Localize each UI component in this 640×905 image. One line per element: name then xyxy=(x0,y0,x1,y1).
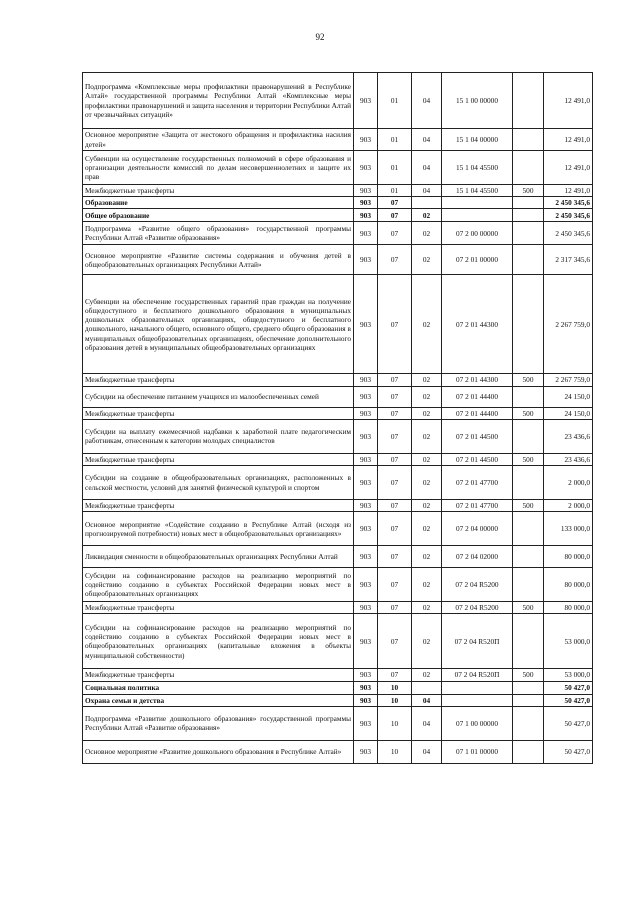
row-subsection: 02 xyxy=(412,453,442,465)
row-subsection: 02 xyxy=(412,222,442,245)
table-row xyxy=(83,740,593,763)
row-grbs: 903 xyxy=(354,129,378,151)
row-section: 07 xyxy=(378,500,412,512)
row-name: Межбюджетные трансферты xyxy=(83,453,354,465)
row-grbs: 903 xyxy=(354,374,378,386)
row-subsection xyxy=(412,197,442,209)
row-name: Социальная политика xyxy=(83,681,354,694)
row-expense-type xyxy=(513,209,544,222)
row-grbs: 903 xyxy=(354,209,378,222)
row-section: 07 xyxy=(378,209,412,222)
row-name: Субсидии на софинансирование расходов на реализацию мероприятий по содействию созданию в субъектах Российской Федерации новых мест в общеобразовательных организациях xyxy=(83,568,354,602)
row-subsection: 04 xyxy=(412,694,442,706)
row-name: Подпрограмма «Комплексные меры профилактики правонарушений в Республике Алтай» государственной программы Республики Алтай «Комплексные меры профилактики правонарушений и защита населения и территории Республики Алтай от чрезвычайных ситуаций» xyxy=(83,73,354,129)
row-name: Общее образование xyxy=(83,209,354,222)
row-subsection: 04 xyxy=(412,129,442,151)
row-subsection: 02 xyxy=(412,209,442,222)
row-amount: 23 436,6 xyxy=(544,419,593,453)
row-target-article: 07 2 04 00000 xyxy=(442,512,513,546)
row-amount: 80 000,0 xyxy=(544,602,593,614)
row-name: Основное мероприятие «Развитие системы содержания и обучения детей в общеобразовательных организациях Республики Алтай» xyxy=(83,245,354,275)
row-amount: 24 150,0 xyxy=(544,386,593,407)
row-target-article xyxy=(442,681,513,694)
row-amount: 12 491,0 xyxy=(544,151,593,185)
row-subsection: 04 xyxy=(412,706,442,740)
row-section: 07 xyxy=(378,197,412,209)
row-expense-type xyxy=(513,222,544,245)
table-row xyxy=(83,681,593,694)
row-target-article xyxy=(442,197,513,209)
row-grbs: 903 xyxy=(354,568,378,602)
row-section: 07 xyxy=(378,419,412,453)
row-name: Охрана семьи и детства xyxy=(83,694,354,706)
row-expense-type xyxy=(513,419,544,453)
row-name: Межбюджетные трансферты xyxy=(83,407,354,419)
row-name: Субвенции на осуществление государственных полномочий в сфере образования и организации деятельности комиссий по делам несовершеннолетних и защите их прав xyxy=(83,151,354,185)
row-subsection: 02 xyxy=(412,602,442,614)
row-grbs: 903 xyxy=(354,706,378,740)
row-amount: 23 436,6 xyxy=(544,453,593,465)
row-subsection: 02 xyxy=(412,419,442,453)
row-grbs: 903 xyxy=(354,740,378,763)
row-section: 10 xyxy=(378,694,412,706)
table-row xyxy=(83,185,593,197)
row-expense-type xyxy=(513,568,544,602)
row-grbs: 903 xyxy=(354,245,378,275)
row-grbs: 903 xyxy=(354,602,378,614)
row-subsection: 02 xyxy=(412,568,442,602)
row-name: Основное мероприятие «Защита от жестокого обращения и профилактика насилия детей» xyxy=(83,129,354,151)
row-subsection: 02 xyxy=(412,512,442,546)
row-expense-type: 500 xyxy=(513,185,544,197)
table-row xyxy=(83,374,593,386)
row-expense-type: 500 xyxy=(513,602,544,614)
row-amount: 2 450 345,6 xyxy=(544,197,593,209)
row-subsection: 02 xyxy=(412,500,442,512)
row-subsection: 04 xyxy=(412,185,442,197)
row-grbs: 903 xyxy=(354,614,378,669)
row-amount: 12 491,0 xyxy=(544,185,593,197)
row-grbs: 903 xyxy=(354,275,378,374)
table-row xyxy=(83,222,593,245)
row-section: 07 xyxy=(378,222,412,245)
row-expense-type xyxy=(513,614,544,669)
table-row xyxy=(83,73,593,129)
row-name: Субвенции на обеспечение государственных гарантий прав граждан на получение общедоступного и бесплатного дошкольного образования в муниципальных дошкольных образовательных организациях, общедоступного и бесплатного дошкольного, начального общего, основного общего, среднего общего образования в муниципальных общеобразовательных организациях, обеспечение дополнительного образования детей в муниципальных общеобразовательных организациях xyxy=(83,275,354,374)
row-expense-type xyxy=(513,151,544,185)
row-name: Межбюджетные трансферты xyxy=(83,602,354,614)
row-section: 07 xyxy=(378,466,412,500)
row-target-article: 07 2 01 00000 xyxy=(442,245,513,275)
row-target-article: 07 2 04 R5200 xyxy=(442,602,513,614)
row-grbs: 903 xyxy=(354,419,378,453)
row-expense-type: 500 xyxy=(513,407,544,419)
table-row xyxy=(83,706,593,740)
row-subsection: 02 xyxy=(412,275,442,374)
table-row xyxy=(83,209,593,222)
row-name: Основное мероприятие «Содействие созданию в Республике Алтай (исходя из прогнозируемой потребности) новых мест в общеобразовательных организациях» xyxy=(83,512,354,546)
row-name: Субсидии на софинансирование расходов на реализацию мероприятий по содействию созданию в субъектах Российской Федерации новых мест в общеобразовательных организациях (капитальные вложения в объекты муниципальной собственности) xyxy=(83,614,354,669)
row-expense-type: 500 xyxy=(513,500,544,512)
row-amount: 2 000,0 xyxy=(544,500,593,512)
row-section: 10 xyxy=(378,740,412,763)
row-section: 07 xyxy=(378,245,412,275)
row-section: 07 xyxy=(378,602,412,614)
row-amount: 80 000,0 xyxy=(544,568,593,602)
row-target-article: 07 2 04 R5200 xyxy=(442,568,513,602)
row-expense-type: 500 xyxy=(513,374,544,386)
row-section: 10 xyxy=(378,706,412,740)
row-grbs: 903 xyxy=(354,185,378,197)
row-expense-type: 500 xyxy=(513,669,544,681)
row-subsection: 02 xyxy=(412,669,442,681)
row-amount: 80 000,0 xyxy=(544,546,593,568)
row-section: 01 xyxy=(378,73,412,129)
row-target-article: 15 1 04 00000 xyxy=(442,129,513,151)
row-section: 07 xyxy=(378,512,412,546)
row-amount: 24 150,0 xyxy=(544,407,593,419)
row-grbs: 903 xyxy=(354,453,378,465)
row-name: Межбюджетные трансферты xyxy=(83,185,354,197)
row-amount: 53 000,0 xyxy=(544,614,593,669)
table-row xyxy=(83,568,593,602)
row-grbs: 903 xyxy=(354,407,378,419)
row-subsection: 02 xyxy=(412,546,442,568)
budget-table xyxy=(82,72,593,764)
row-amount: 12 491,0 xyxy=(544,129,593,151)
row-amount: 50 427,0 xyxy=(544,740,593,763)
table-row xyxy=(83,407,593,419)
row-subsection: 04 xyxy=(412,73,442,129)
table-row xyxy=(83,500,593,512)
row-name: Межбюджетные трансферты xyxy=(83,374,354,386)
row-expense-type xyxy=(513,706,544,740)
row-name: Субсидии на создание в общеобразовательных организациях, расположенных в сельской местности, условий для занятий физической культурой и спортом xyxy=(83,466,354,500)
row-amount: 50 427,0 xyxy=(544,706,593,740)
row-section: 01 xyxy=(378,151,412,185)
row-grbs: 903 xyxy=(354,669,378,681)
row-target-article: 07 1 00 00000 xyxy=(442,706,513,740)
row-amount: 2 267 759,0 xyxy=(544,374,593,386)
row-expense-type xyxy=(513,740,544,763)
row-target-article: 07 2 01 44500 xyxy=(442,419,513,453)
table-row xyxy=(83,466,593,500)
row-grbs: 903 xyxy=(354,151,378,185)
table-row xyxy=(83,197,593,209)
row-target-article: 07 2 01 47700 xyxy=(442,500,513,512)
page-number: 92 xyxy=(315,32,325,42)
row-amount: 2 000,0 xyxy=(544,466,593,500)
row-grbs: 903 xyxy=(354,466,378,500)
row-section: 01 xyxy=(378,129,412,151)
row-name: Субсидии на выплату ежемесячной надбавки к заработной плате педагогическим работникам, отнесенным к категории молодых специалистов xyxy=(83,419,354,453)
table-row xyxy=(83,614,593,669)
row-target-article: 07 2 04 R520П xyxy=(442,669,513,681)
table-row xyxy=(83,275,593,374)
row-subsection: 02 xyxy=(412,374,442,386)
row-name: Ликвидация сменности в общеобразовательных организациях Республики Алтай xyxy=(83,546,354,568)
row-section: 07 xyxy=(378,669,412,681)
row-target-article xyxy=(442,209,513,222)
row-section: 07 xyxy=(378,453,412,465)
row-target-article: 07 1 01 00000 xyxy=(442,740,513,763)
row-target-article: 07 2 01 44300 xyxy=(442,374,513,386)
row-target-article xyxy=(442,694,513,706)
row-expense-type xyxy=(513,245,544,275)
table-row xyxy=(83,245,593,275)
row-name: Субсидии на обеспечение питанием учащихся из малообеспеченных семей xyxy=(83,386,354,407)
row-amount: 50 427,0 xyxy=(544,694,593,706)
row-section: 10 xyxy=(378,681,412,694)
row-target-article: 07 2 01 47700 xyxy=(442,466,513,500)
row-expense-type xyxy=(513,466,544,500)
row-grbs: 903 xyxy=(354,694,378,706)
row-subsection: 02 xyxy=(412,614,442,669)
row-expense-type xyxy=(513,73,544,129)
row-target-article: 07 2 04 R520П xyxy=(442,614,513,669)
row-name: Образование xyxy=(83,197,354,209)
row-name: Подпрограмма «Развитие дошкольного образования» государственной программы Республики Алтай «Развитие образования» xyxy=(83,706,354,740)
table-row xyxy=(83,512,593,546)
row-expense-type xyxy=(513,129,544,151)
row-section: 07 xyxy=(378,275,412,374)
row-subsection: 02 xyxy=(412,407,442,419)
row-target-article: 07 2 01 44400 xyxy=(442,386,513,407)
row-subsection: 04 xyxy=(412,151,442,185)
row-section: 07 xyxy=(378,407,412,419)
row-amount: 50 427,0 xyxy=(544,681,593,694)
row-grbs: 903 xyxy=(354,500,378,512)
table-row xyxy=(83,669,593,681)
row-section: 07 xyxy=(378,374,412,386)
row-expense-type xyxy=(513,681,544,694)
table-row xyxy=(83,546,593,568)
row-amount: 133 000,0 xyxy=(544,512,593,546)
row-section: 01 xyxy=(378,185,412,197)
row-section: 07 xyxy=(378,568,412,602)
row-amount: 2 450 345,6 xyxy=(544,209,593,222)
row-grbs: 903 xyxy=(354,681,378,694)
row-amount: 2 317 345,6 xyxy=(544,245,593,275)
row-section: 07 xyxy=(378,386,412,407)
row-expense-type xyxy=(513,546,544,568)
row-name: Межбюджетные трансферты xyxy=(83,500,354,512)
row-subsection: 02 xyxy=(412,466,442,500)
row-target-article: 07 2 01 44400 xyxy=(442,407,513,419)
row-target-article: 07 2 01 44500 xyxy=(442,453,513,465)
row-grbs: 903 xyxy=(354,546,378,568)
table-row xyxy=(83,602,593,614)
row-target-article: 15 1 04 45500 xyxy=(442,151,513,185)
row-target-article: 07 2 01 44300 xyxy=(442,275,513,374)
row-subsection: 02 xyxy=(412,245,442,275)
row-expense-type xyxy=(513,386,544,407)
row-expense-type xyxy=(513,512,544,546)
row-name: Межбюджетные трансферты xyxy=(83,669,354,681)
row-amount: 2 267 759,0 xyxy=(544,275,593,374)
table-row xyxy=(83,694,593,706)
row-grbs: 903 xyxy=(354,197,378,209)
table-row xyxy=(83,129,593,151)
row-name: Основное мероприятие «Развитие дошкольного образования в Республике Алтай» xyxy=(83,740,354,763)
row-grbs: 903 xyxy=(354,512,378,546)
table-row xyxy=(83,151,593,185)
row-amount: 12 491,0 xyxy=(544,73,593,129)
row-amount: 2 450 345,6 xyxy=(544,222,593,245)
table-row xyxy=(83,386,593,407)
row-grbs: 903 xyxy=(354,222,378,245)
row-name: Подпрограмма «Развитие общего образования» государственной программы Республики Алтай «Развитие образования» xyxy=(83,222,354,245)
row-section: 07 xyxy=(378,546,412,568)
row-section: 07 xyxy=(378,614,412,669)
row-target-article: 15 1 00 00000 xyxy=(442,73,513,129)
table-row xyxy=(83,453,593,465)
row-target-article: 15 1 04 45500 xyxy=(442,185,513,197)
row-subsection: 02 xyxy=(412,386,442,407)
row-grbs: 903 xyxy=(354,386,378,407)
row-expense-type xyxy=(513,275,544,374)
row-subsection: 04 xyxy=(412,740,442,763)
row-subsection xyxy=(412,681,442,694)
row-expense-type xyxy=(513,197,544,209)
row-grbs: 903 xyxy=(354,73,378,129)
row-target-article: 07 2 04 02000 xyxy=(442,546,513,568)
table-row xyxy=(83,419,593,453)
row-target-article: 07 2 00 00000 xyxy=(442,222,513,245)
row-expense-type xyxy=(513,694,544,706)
row-amount: 53 000,0 xyxy=(544,669,593,681)
row-expense-type: 500 xyxy=(513,453,544,465)
